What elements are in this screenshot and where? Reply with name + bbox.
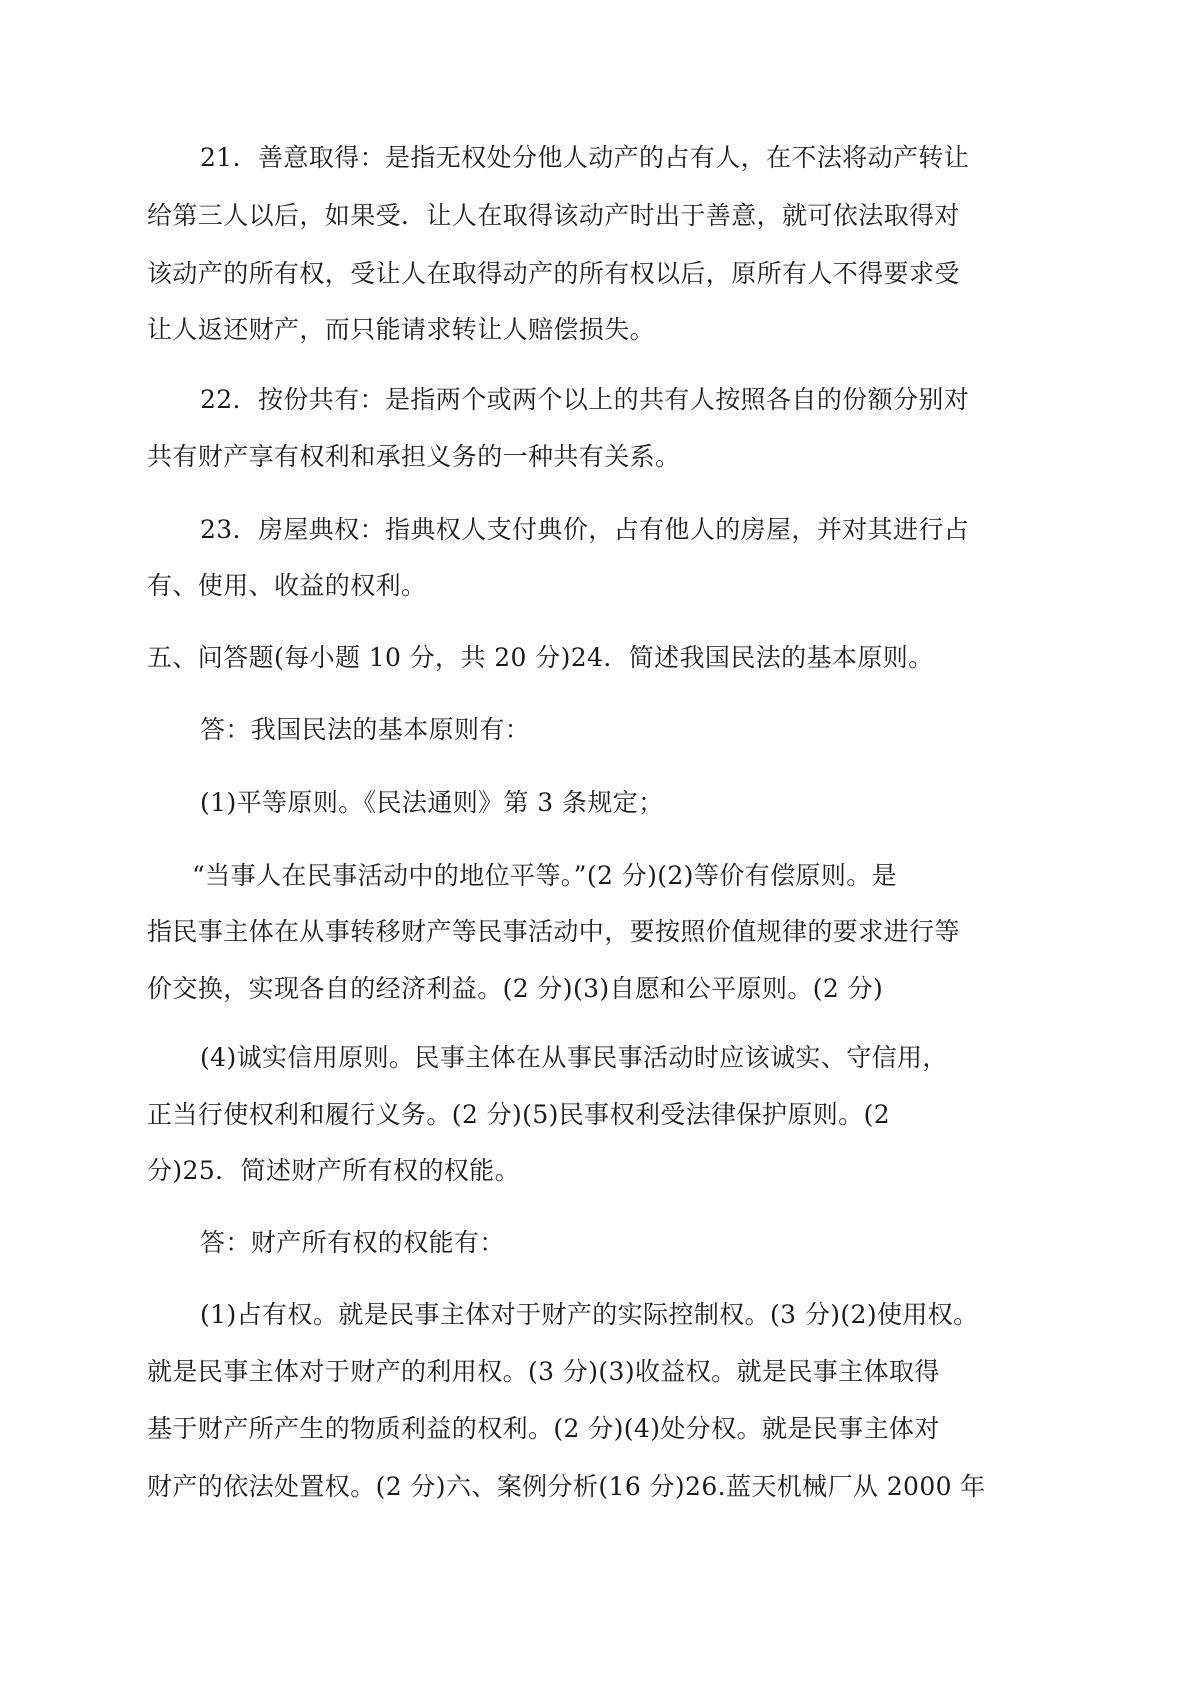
text-line: 答：我国民法的基本原则有： [200, 715, 531, 744]
text-line: 23．房屋典权：指典权人支付典价，占有他人的房屋，并对其进行占 [200, 515, 970, 544]
text-line: 价交换，实现各自的经济利益。(2 分)(3)自愿和公平原则。(2 分) [147, 974, 884, 1003]
text-line: 正当行使权利和履行义务。(2 分)(5)民事权利受法律保护原则。(2 [147, 1100, 891, 1129]
text-line: “当事人在民事活动中的地位平等。”(2 分)(2)等价有偿原则。是 [192, 861, 898, 890]
text-line: 让人返还财产，而只能请求转让人赔偿损失。 [147, 315, 656, 344]
text-line: 财产的依法处置权。(2 分)六、案例分析(16 分)26.蓝天机械厂从 2000 年 [147, 1472, 986, 1501]
text-line: 该动产的所有权，受让人在取得动产的所有权以后，原所有人不得要求受 [147, 259, 960, 288]
text-line: (4)诚实信用原则。民事主体在从事民事活动时应该诚实、守信用， [200, 1043, 948, 1072]
text-line: 基于财产所产生的物质利益的权利。(2 分)(4)处分权。就是民事主体对 [147, 1414, 940, 1443]
text-line: 就是民事主体对于财产的利用权。(3 分)(3)收益权。就是民事主体取得 [147, 1357, 940, 1386]
section-heading: 五、问答题(每小题 10 分，共 20 分)24．简述我国民法的基本原则。 [147, 643, 934, 672]
text-line: 有、使用、收益的权利。 [147, 571, 427, 600]
text-line: 21．善意取得：是指无权处分他人动产的占有人，在不法将动产转让 [200, 143, 970, 172]
text-line: 给第三人以后，如果受．让人在取得该动产时出于善意，就可依法取得对 [147, 201, 960, 230]
text-line: (1)占有权。就是民事主体对于财产的实际控制权。(3 分)(2)使用权。 [200, 1300, 979, 1329]
text-line: (1)平等原则。《民法通则》第 3 条规定； [200, 788, 664, 817]
text-line: 答：财产所有权的权能有： [200, 1228, 505, 1257]
text-line: 共有财产享有权利和承担义务的一种共有关系。 [147, 442, 681, 471]
text-line: 分)25．简述财产所有权的权能。 [147, 1156, 520, 1185]
text-line: 22．按份共有：是指两个或两个以上的共有人按照各自的份额分别对 [200, 385, 970, 414]
text-line: 指民事主体在从事转移财产等民事活动中，要按照价值规律的要求进行等 [147, 917, 960, 946]
